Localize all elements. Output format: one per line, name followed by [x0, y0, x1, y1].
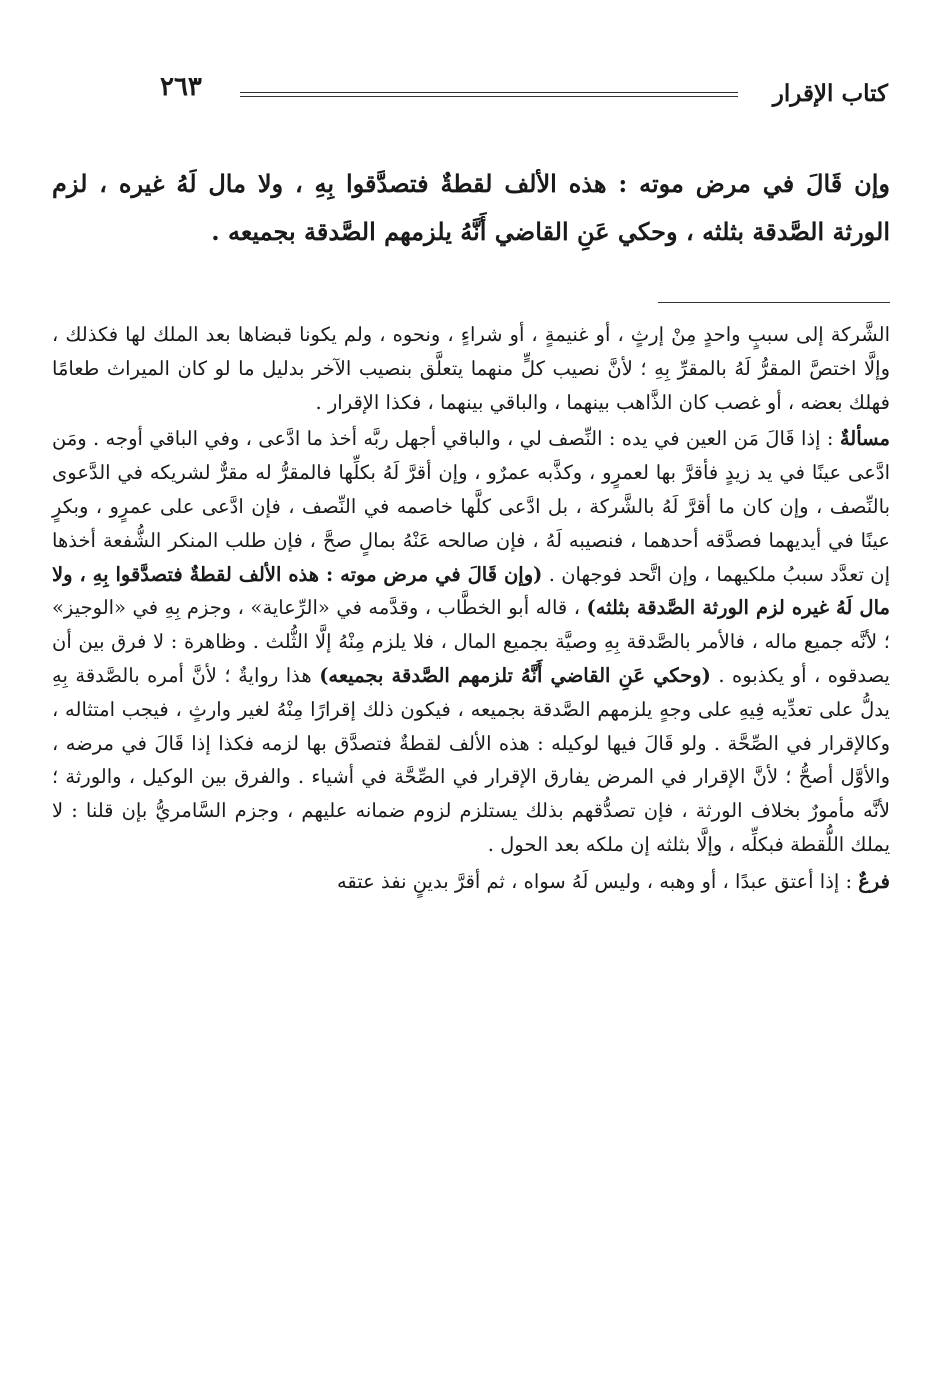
page-number: ٢٦٣ — [160, 72, 202, 102]
commentary-paragraph — [52, 318, 890, 419]
commentary — [52, 318, 890, 902]
commentary-paragraph — [52, 422, 890, 861]
quoted-main-text: (وحكي عَنِ القاضي أَنَّهُ تلزمهم الصَّدقة بجميعه) — [319, 663, 711, 687]
commentary-text: الشَّركة إلى سببٍ واحدٍ مِنْ إرثٍ ، أو غنيمةٍ ، أو شراءٍ ، ونحوه ، ولم يكونا قبضاها بعد الملك لها فكذلك ، وإلَّا اختصَّ المقرُّ لَهُ بالمقرِّ بِهِ ؛ لأنَّ نصيب كلٍّ منهما يتعلَّق بنصيب الآخر بدليل ما لو كان الميراث طعامًا فهلك بعضه ، أو غصب كان الذَّاهب بينهما ، والباقي بينهما ، فكذا الإقرار . — [52, 323, 890, 414]
separator-rule — [658, 302, 890, 303]
commentary-paragraph — [52, 865, 890, 899]
page-header — [160, 72, 888, 116]
commentary-text: : إذا قَالَ مَن العين في يده : النِّصف لي ، والباقي أجهل ربَّه أخذ ما ادَّعى ، وفي الباقي أوجه . ومَن ادَّعى عينًا في يد زيدٍ فأقرَّ بها لعمرٍو ، وكذَّبه عمرٌو ، وإن أقرَّ لَهُ بكلِّها فالمقرُّ له مقرٌّ لشريكه في الدَّعوى بالنِّصف ، وإن كان ما أقرَّ لَهُ بالشَّركة ، بل ادَّعى كلَّها خاصمه في النِّصف ، فإن ادَّعى على عمرٍو ، وبكرٍ عينًا في أيديهما فصدَّقه أحدهما ، فنصيبه لَهُ ، فإن صالحه عَنْهُ بمالٍ صحَّ ، فإن طلب المنكر الشُّفعة أخذها إن تعدَّد سببُ ملكيهما ، وإن اتَّحد فوجهان . — [52, 427, 890, 586]
commentary-text: هذا روايةٌ ؛ لأنَّ أمره بالصَّدقة بِهِ يدلُّ على تعدِّيه فِيهِ على وجهٍ يلزمهم الصَّدقة بجميعه ، فيكون ذلك إقرارًا مِنْهُ لغير وارثٍ ، فيجب امتثاله ، وكالإقرار في الصِّحَّة . ولو قَالَ فيها لوكيله : هذه الألف لقطةٌ فتصدَّق بها لزمه فكذا إذا قَالَ في مرضه ، والأوَّل أصحُّ ؛ لأنَّ الإقرار في المرض يفارق الإقرار في الصِّحَّة في أشياء . والفرق بين الوكيل ، والورثة ؛ لأنَّه مأمورٌ بخلاف الورثة ، فإن تصدُّقهم بذلك يستلزم لزوم ضمانه عليهم ، وجزم السَّامريُّ بإن قلنا : لا يملك اللُّقطة فبكلِّه ، وإلَّا بثلثه إن ملكه بعد الحول . — [52, 663, 890, 856]
main-text: وإن قَالَ في مرض موته : هذه الألف لقطةٌ فتصدَّقوا بِهِ ، ولا مال لَهُ غيره ، لزم الورثة الصَّدقة بثلثه ، وحكي عَنِ القاضي أَنَّهُ يلزمهم الصَّدقة بجميعه . — [52, 169, 890, 246]
branch-label: فرعٌ — [858, 869, 890, 893]
quoted-main-text: (وإن قَالَ في مرض موته : هذه الألف لقطةٌ فتصدَّقوا بِهِ ، ولا مال لَهُ غيره لزم الورثة الصَّدقة بثلثه) — [52, 562, 890, 620]
issue-label: مسألةٌ — [839, 427, 890, 451]
commentary-text: ، قاله أبو الخطَّاب ، وقدَّمه في «الرِّعاية» ، وجزم بِهِ في «الوجيز» ؛ لأنَّه جميع ماله ، فالأمر بالصَّدقة بِهِ وصيَّة بجميع المال ، فلا يلزم مِنْهُ إلَّا الثُّلث . وظاهرة : لا فرق بين أن يصدقوه ، أو يكذبوه . — [52, 596, 890, 687]
commentary-text: : إذا أعتق عبدًا ، أو وهبه ، وليس لَهُ سواه ، ثم أقرَّ بدينٍ نفذ عتقه — [336, 869, 859, 893]
running-title: كتاب الإقرار — [772, 80, 888, 107]
header-rule — [240, 92, 738, 97]
